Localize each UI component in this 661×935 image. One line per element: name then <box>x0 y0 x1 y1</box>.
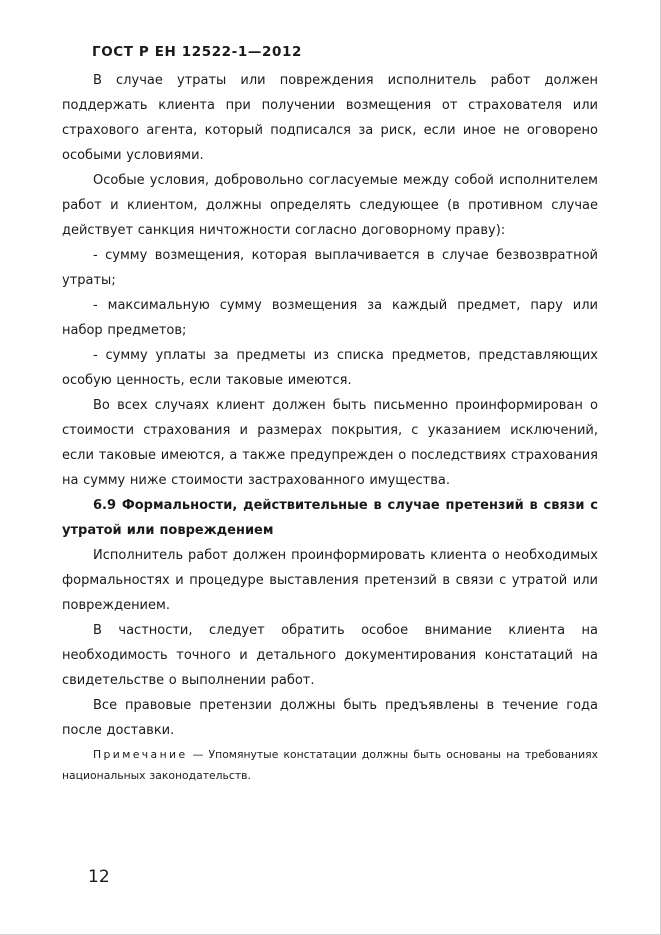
paragraph: Во всех случаях клиент должен быть письменно проинформирован о стоимости страхования и размерах покрытия, с указанием исключений, если таковые имеются, а также предупрежден о последствиях страхования на сумму ниже стоимости застрахованного имущества. <box>62 398 598 488</box>
paragraph: Особые условия, добровольно согласуемые между собой исполнителем работ и клиентом, должны определять следующее (в противном случае действует санкция ничтожности согласно договорному праву): <box>62 173 598 238</box>
list-item: - сумму уплаты за предметы из списка предметов, представляющих особую ценность, если таковые имеются. <box>62 348 598 388</box>
paragraph: В случае утраты или повреждения исполнитель работ должен поддержать клиента при получении возмещения от страхователя или страхового агента, который подписался за риск, если иное не оговорено особыми условиями. <box>62 73 598 163</box>
list-item: - максимальную сумму возмещения за каждый предмет, пару или набор предметов; <box>62 298 598 338</box>
paragraph: Исполнитель работ должен проинформировать клиента о необходимых формальностях и процедуре выставления претензий в связи с утратой или повреждением. <box>62 548 598 613</box>
page-number: 12 <box>88 867 110 887</box>
paragraph: Все правовые претензии должны быть предъявлены в течение года после доставки. <box>62 698 598 738</box>
list-item: - сумму возмещения, которая выплачивается в случае безвозвратной утраты; <box>62 248 598 288</box>
paragraph: В частности, следует обратить особое внимание клиента на необходимость точного и детального документирования констатаций на свидетельстве о выполнении работ. <box>62 623 598 688</box>
note-label: Примечание <box>93 748 188 761</box>
section-heading: 6.9 Формальности, действительные в случае претензий в связи с утратой или повреждением <box>62 498 598 538</box>
note <box>62 744 598 786</box>
body-text <box>62 68 598 786</box>
note-text: — Упомянутые констатации должны быть основаны на требованиях национальных законодательств. <box>62 748 598 782</box>
standard-header: ГОСТ Р ЕН 12522-1—2012 <box>92 44 302 60</box>
